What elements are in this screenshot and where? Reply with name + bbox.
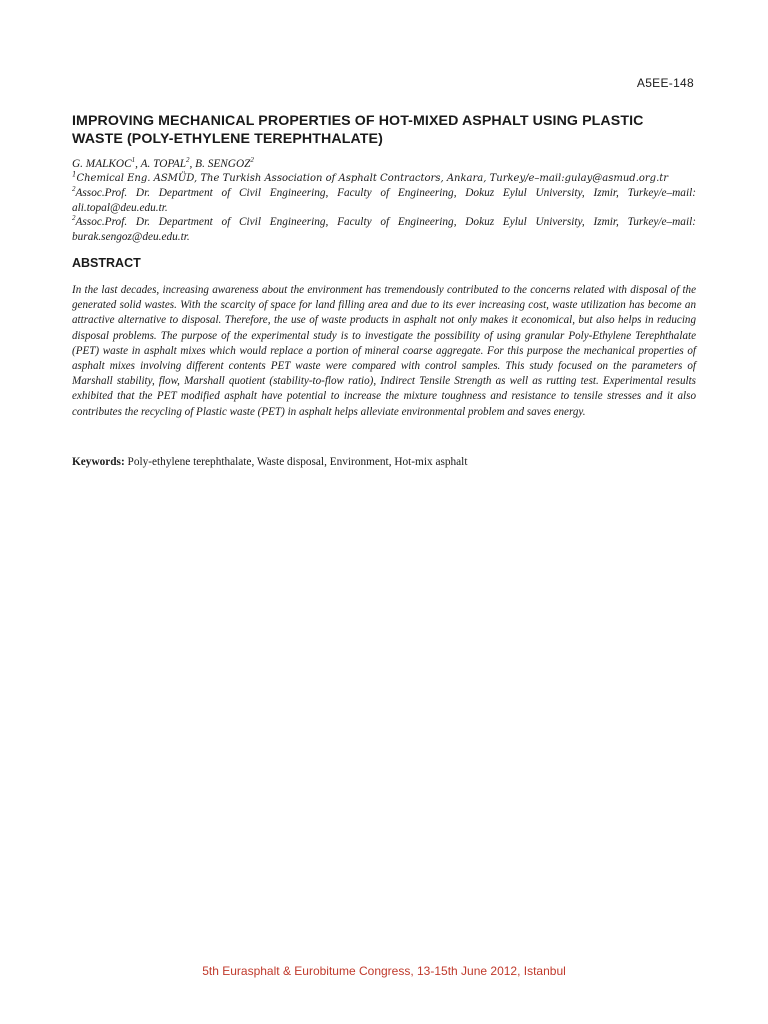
keywords-text: Poly-ethylene terephthalate, Waste disposal, Environment, Hot-mix asphalt	[127, 456, 468, 468]
keywords-line	[72, 455, 696, 470]
affiliation-1	[72, 172, 696, 187]
author-name: B. SENGOZ	[195, 158, 251, 170]
author-name: G. MALKOC	[72, 158, 132, 170]
affiliation-2	[72, 186, 696, 215]
affiliation-text: Chemical Eng. ASMÜD, The Turkish Association of Asphalt Contractors, Ankara, Turkey/e–mail:gulay@asmud.org.tr	[76, 173, 669, 184]
affiliation-superscript: 2	[72, 185, 76, 194]
affiliation-text: Assoc.Prof. Dr. Department of Civil Engineering, Faculty of Engineering, Dokuz Eylul University, Izmir, Turkey/e–mail: ali.topal@deu.edu.tr.	[72, 187, 696, 214]
author-superscript: 2	[186, 156, 190, 165]
conference-footer: 5th Eurasphalt & Eurobitume Congress, 13-15th June 2012, Istanbul	[202, 964, 566, 978]
affiliation-superscript: 2	[72, 214, 76, 223]
author-name: A. TOPAL	[140, 158, 187, 170]
paper-title: IMPROVING MECHANICAL PROPERTIES OF HOT-MIXED ASPHALT USING PLASTIC WASTE (POLY-ETHYLENE TEREPHTHALATE)	[72, 113, 644, 147]
keywords-label: Keywords:	[72, 456, 125, 468]
abstract-body: In the last decades, increasing awareness about the environment has tremendously contributed to the concerns related with disposal of the generated solid wastes. With the scarcity of space for land filling area and due to its ever increasing cost, waste utilization has become an attractive alternative to disposal. Therefore, the use of waste products in asphalt not only makes it economical, but also helps in reducing disposal problems. The purpose of the experimental study is to investigate the possibility of using granular Poly-Ethylene Terephthalate (PET) waste in asphalt mixes which would replace a portion of mineral coarse aggregate. For this purpose the mechanical properties of asphalt mixes involving different contents PET waste were compared with control samples. This study focused on the parameters of Marshall stability, flow, Marshall quotient (stability-to-flow ratio), Indirect Tensile Strength as well as rutting test. Experimental results exhibited that the PET modified asphalt have potential to increase the mixture toughness and resistance to tensile stresses and it also contributes the recycling of Plastic waste (PET) in asphalt helps alleviate environmental problem and saves energy.	[72, 284, 696, 418]
abstract-heading: ABSTRACT	[72, 256, 141, 270]
paper-id: A5EE-148	[636, 76, 694, 90]
affiliation-3	[72, 215, 696, 244]
affiliation-text: Assoc.Prof. Dr. Department of Civil Engineering, Faculty of Engineering, Dokuz Eylul University, Izmir, Turkey/e–mail: burak.sengoz@deu.edu.tr.	[72, 216, 696, 243]
author-superscript: 1	[131, 156, 136, 165]
author-superscript: 2	[250, 156, 254, 165]
author-list: G. MALKOC$^1$, A. TOPAL$^2$, B. SENGOZ$^2$	[72, 156, 254, 170]
affiliation-superscript: 1	[72, 170, 77, 179]
